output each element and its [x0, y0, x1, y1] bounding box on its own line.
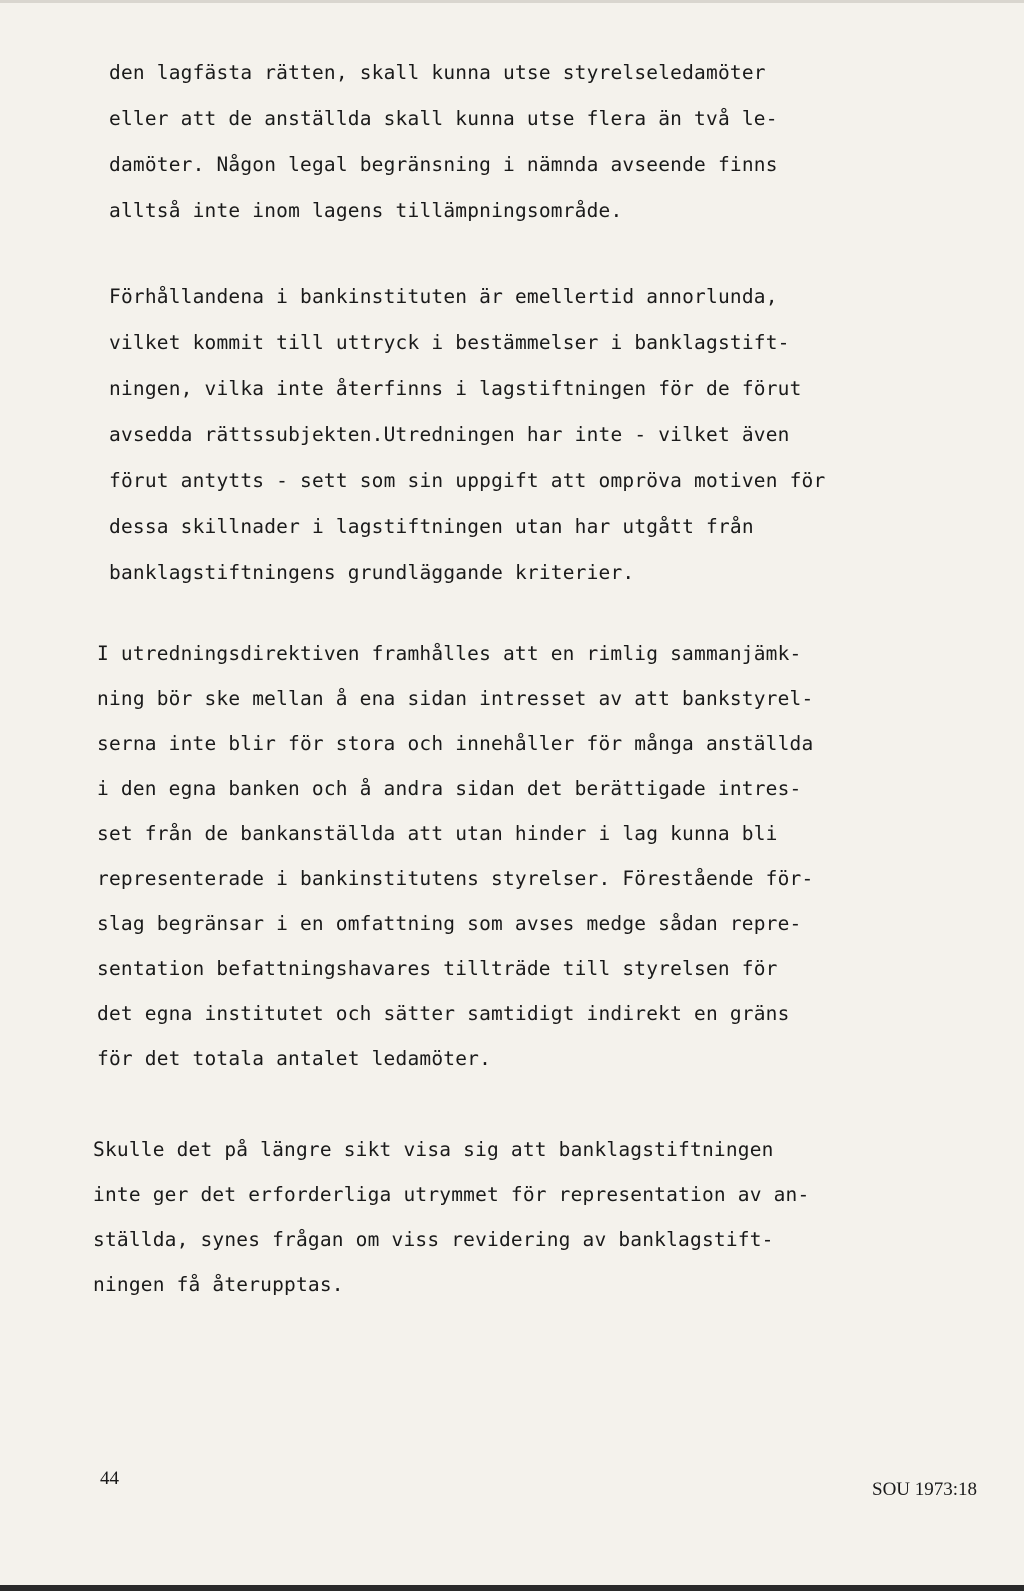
paragraph-1 [109, 50, 778, 234]
text-line: avsedda rättssubjekten.Utredningen har inte - vilket även [109, 423, 790, 446]
text-line: damöter. Någon legal begränsning i nämnda avseende finns [109, 153, 778, 176]
text-line: Förhållandena i bankinstituten är emellertid annorlunda, [109, 285, 778, 308]
text-line: vilket kommit till uttryck i bestämmelser i banklagstift- [109, 331, 790, 354]
text-line: eller att de anställda skall kunna utse flera än två le- [109, 107, 778, 130]
paragraph-2 [109, 274, 825, 596]
text-line: inte ger det erforderliga utrymmet för representation av an- [93, 1183, 810, 1206]
page-top-edge [0, 0, 1024, 3]
text-line: för det totala antalet ledamöter. [97, 1047, 492, 1070]
page-number: 44 [100, 1468, 119, 1489]
text-line: serna inte blir för stora och innehåller för många anställda [97, 732, 814, 755]
text-line: i den egna banken och å andra sidan det berättigade intres- [97, 777, 802, 800]
text-line: dessa skillnader i lagstiftningen utan har utgått från [109, 515, 754, 538]
text-line: ning bör ske mellan å ena sidan intresset av att bankstyrel- [97, 687, 814, 710]
paragraph-4 [93, 1127, 809, 1307]
text-line: sentation befattningshavares tillträde till styrelsen för [97, 957, 778, 980]
text-line: det egna institutet och sätter samtidigt indirekt en gräns [97, 1002, 790, 1025]
paragraph-3 [97, 631, 813, 1081]
text-line: banklagstiftningens grundläggande kriterier. [109, 561, 635, 584]
text-line: slag begränsar i en omfattning som avses medge sådan repre- [97, 912, 802, 935]
text-line: representerade i bankinstitutens styrelser. Förestående för- [97, 867, 814, 890]
text-line: förut antytts - sett som sin uppgift att ompröva motiven för [109, 469, 826, 492]
text-line: ningen få återupptas. [93, 1273, 344, 1296]
publication-series-label: SOU 1973:18 [872, 1479, 978, 1500]
text-line: ningen, vilka inte återfinns i lagstiftningen för de förut [109, 377, 802, 400]
page-bottom-edge [0, 1585, 1024, 1591]
text-line: Skulle det på längre sikt visa sig att banklagstiftningen [93, 1138, 774, 1161]
text-line: den lagfästa rätten, skall kunna utse styrelseledamöter [109, 61, 766, 84]
text-line: ställda, synes frågan om viss revidering av banklagstift- [93, 1228, 774, 1251]
text-line: alltså inte inom lagens tillämpningsområde. [109, 199, 623, 222]
text-line: I utredningsdirektiven framhålles att en rimlig sammanjämk- [97, 642, 802, 665]
text-line: set från de bankanställda att utan hinder i lag kunna bli [97, 822, 778, 845]
